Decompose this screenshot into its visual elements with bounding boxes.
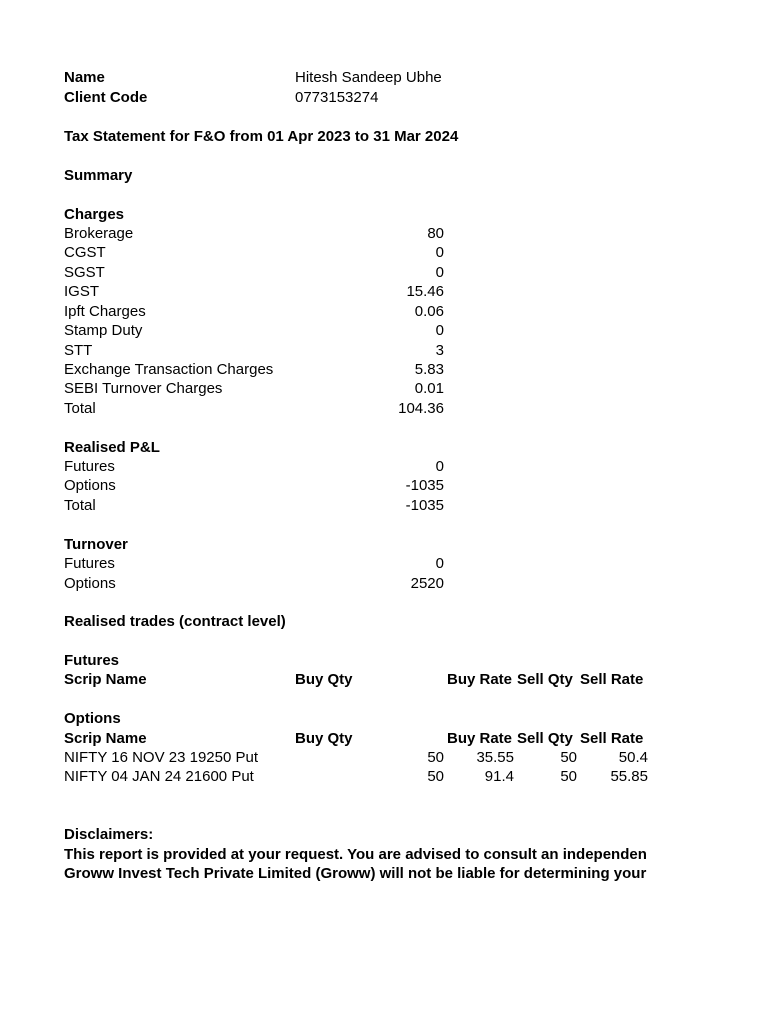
option-sell-rate: 50.4 — [618, 749, 648, 766]
disclaimers-heading: Disclaimers: — [64, 826, 154, 843]
option-buy-rate: 35.55 — [476, 749, 514, 766]
col-sell-qty: Sell Qty — [517, 730, 573, 747]
col-buy-qty: Buy Qty — [295, 671, 353, 688]
futures-heading: Futures — [64, 652, 120, 669]
charge-label: SEBI Turnover Charges — [64, 380, 223, 397]
summary-heading: Summary — [64, 167, 133, 184]
charge-label: Stamp Duty — [64, 322, 143, 339]
disclaimer-line: This report is provided at your request. You are advised to consult an independen — [64, 846, 647, 863]
charge-label: IGST — [64, 283, 100, 300]
charges-total-label: Total — [64, 400, 96, 417]
charge-value: 0 — [435, 264, 444, 281]
turnover-label: Futures — [64, 555, 115, 572]
charge-value: 15.46 — [406, 283, 444, 300]
charge-label: Exchange Transaction Charges — [64, 361, 274, 378]
col-scrip-name: Scrip Name — [64, 671, 147, 688]
charge-label: STT — [64, 342, 93, 359]
options-heading: Options — [64, 710, 121, 727]
turnover-value: 2520 — [410, 575, 444, 592]
charge-value: 5.83 — [414, 361, 444, 378]
charge-label: Brokerage — [64, 225, 134, 242]
charges-heading: Charges — [64, 206, 125, 223]
col-sell-rate: Sell Rate — [580, 671, 644, 688]
charges-total-value: 104.36 — [398, 400, 444, 417]
charge-value: 0 — [435, 244, 444, 261]
option-scrip: NIFTY 04 JAN 24 21600 Put — [64, 768, 254, 785]
option-sell-rate: 55.85 — [610, 768, 648, 785]
turnover-heading: Turnover — [64, 536, 128, 553]
pnl-value: -1035 — [405, 477, 444, 494]
charge-value: 0.01 — [414, 380, 444, 397]
option-buy-rate: 91.4 — [484, 768, 514, 785]
option-sell-qty: 50 — [560, 768, 577, 785]
charge-label: CGST — [64, 244, 106, 261]
pnl-total-value: -1035 — [405, 497, 444, 514]
option-buy-qty: 50 — [427, 749, 444, 766]
statement-title: Tax Statement for F&O from 01 Apr 2023 to 31 Mar 2024 — [64, 128, 459, 145]
pnl-label: Futures — [64, 458, 115, 475]
col-buy-rate: Buy Rate — [447, 671, 513, 688]
charge-value: 0.06 — [414, 303, 444, 320]
client-code-value: 0773153274 — [295, 89, 379, 106]
col-sell-rate: Sell Rate — [580, 730, 644, 747]
trades-heading: Realised trades (contract level) — [64, 613, 286, 630]
col-sell-qty: Sell Qty — [517, 671, 573, 688]
turnover-value: 0 — [435, 555, 444, 572]
pnl-value: 0 — [435, 458, 444, 475]
pnl-label: Options — [64, 477, 116, 494]
col-buy-rate: Buy Rate — [447, 730, 513, 747]
name-label: Name — [64, 69, 105, 86]
disclaimer-line: Groww Invest Tech Private Limited (Groww) will not be liable for determining your — [64, 865, 647, 882]
col-scrip-name: Scrip Name — [64, 730, 147, 747]
option-buy-qty: 50 — [427, 768, 444, 785]
client-code-label: Client Code — [64, 89, 148, 106]
charge-label: SGST — [64, 264, 105, 281]
charge-value: 80 — [427, 225, 444, 242]
charge-label: Ipft Charges — [64, 303, 146, 320]
option-sell-qty: 50 — [560, 749, 577, 766]
charge-value: 3 — [435, 342, 444, 359]
col-buy-qty: Buy Qty — [295, 730, 353, 747]
turnover-label: Options — [64, 575, 116, 592]
realised-pnl-heading: Realised P&L — [64, 439, 160, 456]
pnl-total-label: Total — [64, 497, 96, 514]
name-value: Hitesh Sandeep Ubhe — [295, 69, 442, 86]
option-scrip: NIFTY 16 NOV 23 19250 Put — [64, 749, 258, 766]
charge-value: 0 — [435, 322, 444, 339]
